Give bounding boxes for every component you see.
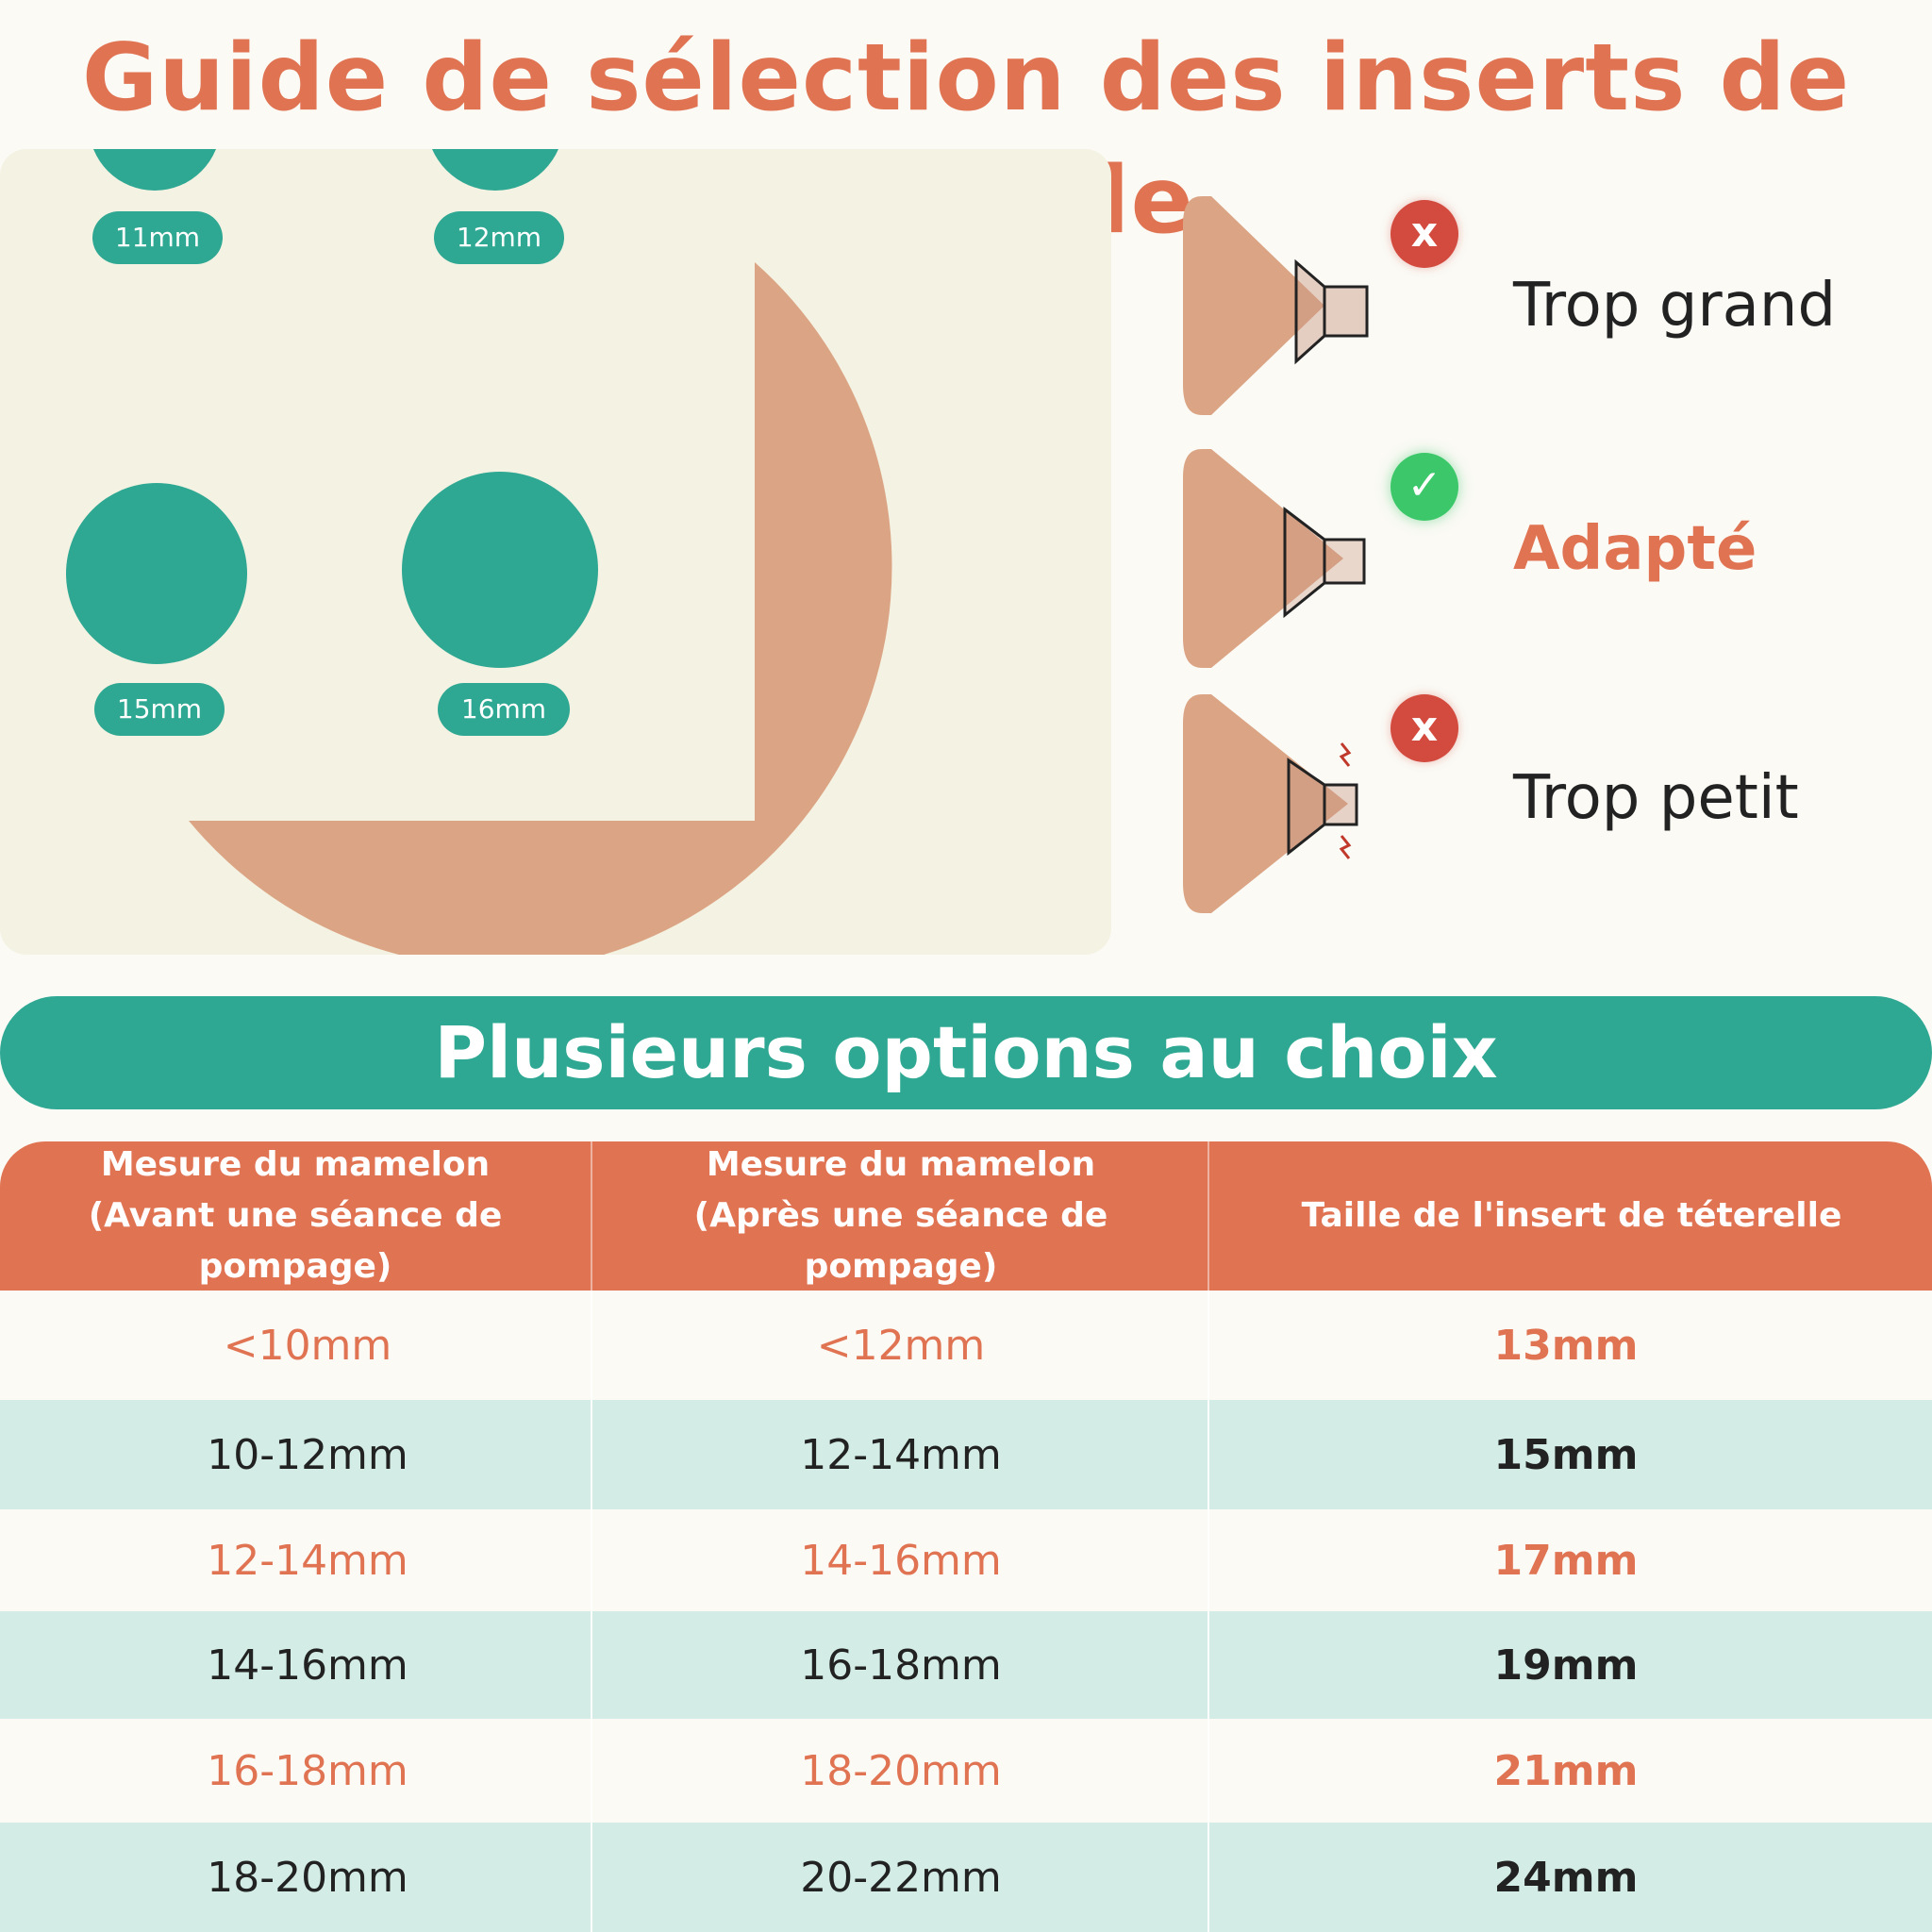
too-small-x-icon: x xyxy=(1391,694,1458,762)
table-row: 16-18mm 18-20mm 21mm xyxy=(0,1719,1932,1823)
circle-15mm xyxy=(66,483,247,664)
nipple-ruler-panel xyxy=(0,149,1111,955)
size-pill-11mm: 11mm xyxy=(92,211,223,264)
size-pill-15mm: 15mm xyxy=(94,683,225,736)
table-row: 10-12mm 12-14mm 15mm xyxy=(0,1400,1932,1509)
label-correct-fit: Adapté xyxy=(1513,514,1757,584)
header-insert-size: Taille de l'insert de téterelle xyxy=(1208,1141,1932,1291)
size-pill-16mm: 16mm xyxy=(438,683,570,736)
size-table xyxy=(0,1141,1932,1932)
header-before-pumping: Mesure du mamelon (Avant une séance de pompage) xyxy=(88,1145,503,1286)
table-row: <10mm <12mm 13mm xyxy=(0,1291,1932,1400)
flange-too-large-icon xyxy=(1183,196,1372,415)
correct-fit-check-icon: ✓ xyxy=(1391,453,1458,521)
flange-too-small-icon xyxy=(1183,694,1372,913)
too-large-x-icon: x xyxy=(1391,200,1458,268)
label-too-large: Trop grand xyxy=(1513,271,1837,341)
table-row: 14-16mm 16-18mm 19mm xyxy=(0,1611,1932,1719)
flange-correct-fit-icon xyxy=(1183,449,1372,668)
size-pill-12mm: 12mm xyxy=(434,211,564,264)
circle-16mm xyxy=(402,472,598,668)
header-after-pumping: Mesure du mamelon (Après une séance de pompage) xyxy=(591,1141,1209,1291)
table-header xyxy=(0,1141,1932,1291)
table-row: 12-14mm 14-16mm 17mm xyxy=(0,1509,1932,1611)
table-row: 18-20mm 20-22mm 24mm xyxy=(0,1823,1932,1932)
page-title: Guide de sélection des inserts de xyxy=(81,25,1851,132)
options-banner: Plusieurs options au choix xyxy=(0,996,1932,1109)
label-too-small: Trop petit xyxy=(1513,763,1799,833)
